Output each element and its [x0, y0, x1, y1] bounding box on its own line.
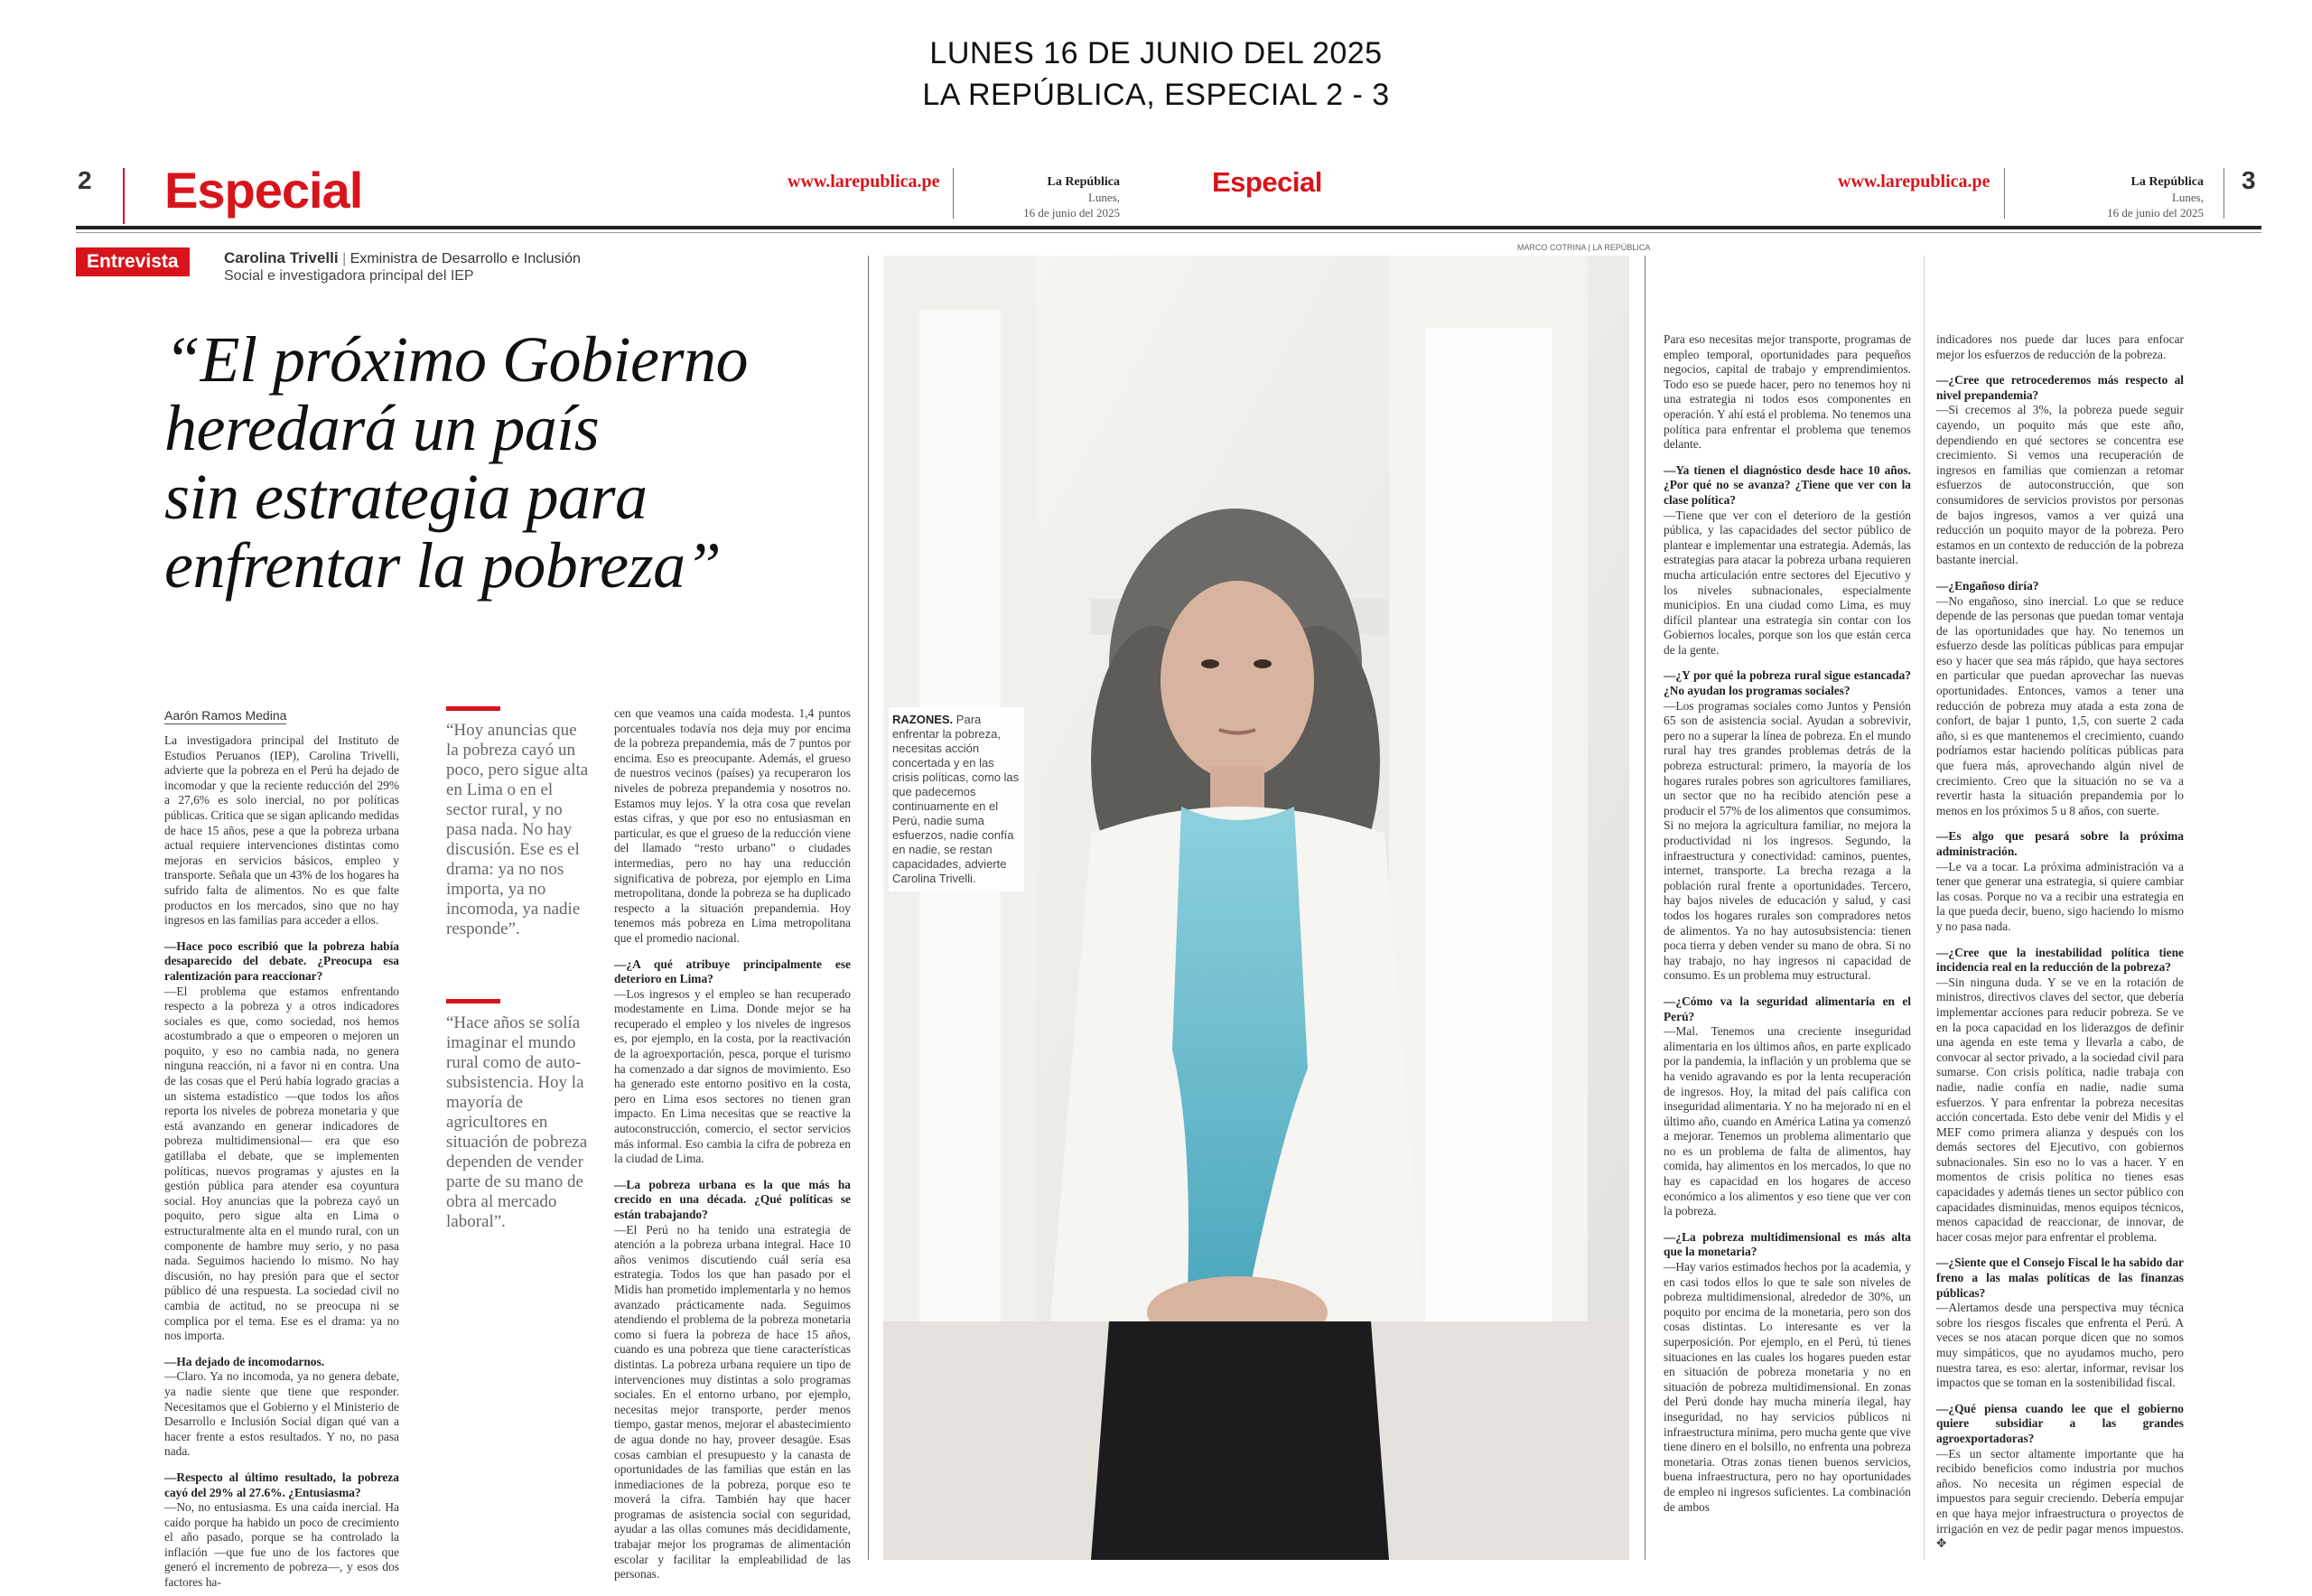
website-right[interactable]: www.larepublica.pe — [1838, 172, 1990, 191]
headline-line: enfrentar la pobreza” — [164, 529, 722, 602]
article-paragraph: —Los programas sociales como Juntos y Pensión 65 son de asistencia social. Ayudan a sobrevivir, pero no a superar la línea de pobreza. En el mundo rural hay tres grandes problemas detrás de la pobreza estructural: primero, la mayoría de los hogares rurales pobres son agricultores familiares, un sector que no ha recibido atención pese a producir el 57% de los alimentos que consumimos. Si no mejora la agricultura familiar, no mejora la productividad ni los ingresos. Segundo, la infraestructura y conectividad: caminos, puentes, internet, transporte. La brecha rezaga a la población rural frente a oportunidades. Tercero, hay bajos niveles de educación y salud, y casi todos los hogares rurales son compradores netos de alimentos. Ya no hay autosubsistencia: tienen poca tierra y deben vender su mano de obra. Si no hay trabajo, no hay ingresos ni capacidad de consumo. Es un problema muy estructural. — [1664, 698, 1911, 983]
header-divider — [2223, 168, 2224, 219]
section-title-right: Especial — [1212, 166, 1322, 198]
header-rule-thin — [76, 232, 2261, 233]
page-number-left: 2 — [78, 166, 92, 194]
interview-question: —Hace poco escribió que la pobreza había desaparecido del debate. ¿Preocupa esa ralentización para reaccionar? — [164, 938, 399, 983]
subject-role-continued: Social e investigadora principal del IEP — [224, 268, 474, 284]
header-divider — [953, 168, 954, 219]
header-divider-left — [123, 168, 125, 224]
article-paragraph: La investigadora principal del Instituto de Estudios Peruanos (IEP), Carolina Trivelli, advierte que la pobreza en el Perú ha dejado de incomodar y que la reciente reducción del 29% a 27,6% es solo inercial, no por políticas públicas. Critica que se sigan aplicando medidas de hace 15 años, pese a que la pobreza urbana actual requiere intervenciones distintas como mejoras en servicios básicos, empleo y transporte. Señala que un 43% de los hogares ha sufrido falta de alimentos. No es que falte productos en los mercados, sino que no hay ingresos en las familias para acceder a ellos. — [164, 733, 399, 928]
subject-name: Carolina Trivelli — [224, 249, 339, 266]
header-divider — [2004, 168, 2005, 219]
caption-label: RAZONES. — [892, 713, 954, 726]
headline-line: heredará un país — [164, 392, 600, 464]
article-paragraph: —Hay varios estimados hechos por la academia, y en casi todos ellos lo que te sale son niveles de pobreza multidimensional, alrededor de 30%, un poquito por encima de la monetaria, pero son dos cosas distintas. Lo interesante es ver la superposición. Por ejemplo, en el Perú, tú tienes situaciones en las cuales los hogares pueden estar en situación de pobreza monetaria y no en situación de pobreza multidimensional. En zonas del Perú donde hay mucha minería ilegal, hay inseguridad, no hay servicios públicos ni infraestructura mínima, pero mucha gente que vive tiene dinero en el bolsillo, no enfrenta una pobreza monetaria. Otras zonas tienen buenos servicios, buena infraestructura, pero no hay oportunidades de empleo ni ingresos suficientes. La combinación de ambos — [1664, 1260, 1911, 1514]
interview-question: —¿Cree que la inestabilidad política tiene incidencia real en la reducción de la pobreza? — [1936, 945, 2184, 975]
article-column-2 — [614, 706, 851, 1582]
interview-question: —¿Cree que retrocederemos más respecto al nivel prepandemia? — [1936, 373, 2184, 402]
masthead-weekday: Lunes, — [1087, 191, 1120, 204]
interview-question: —Ha dejado de incomodarnos. — [164, 1354, 325, 1368]
article-paragraph: —Tiene que ver con el deterioro de la gestión pública, y las capacidades del sector público de plantear e implementar una estrategia. Además, las estrategias para atacar la pobreza urbana requieren mucha articulación entre sectores del Ejecutivo y los niveles subnacionales, especialmente municipios. En una ciudad como Lima, es muy difícil plantear una estrategia sin contar con los Gobiernos locales, porque son los que están cerca de la gente. — [1664, 508, 1911, 657]
interview-question: —La pobreza urbana es la que más ha crecido en una década. ¿Qué políticas se están trabajando? — [614, 1177, 851, 1221]
subject-role: Exministra de Desarrollo e Inclusión — [350, 251, 581, 266]
interview-question: —¿Cómo va la seguridad alimentaria en el Perú? — [1664, 994, 1911, 1023]
masthead-date: 16 de junio del 2025 — [1023, 206, 1120, 219]
subject-byline: Carolina Trivelli | Exministra de Desarrollo e Inclusión — [224, 249, 581, 266]
article-paragraph: —Le va a tocar. La próxima administración va a tener que generar una estrategia, si quiere cambiar las cosas. Porque no va a recibir una estrategia en la que pueda decir, bueno, sigo haciendo lo mismo y no pasa nada. — [1936, 859, 2184, 933]
portrait-illustration — [883, 256, 1629, 1560]
pullquote-1: “Hoy anuncias que la pobreza cayó un poco, pero sigue alta en Lima o en el sector rural, y no pasa nada. No hay discusión. Ese es el drama: ya no nos importa, ya no incomoda, ya nadie responde”. — [446, 721, 589, 938]
pullquote-accent — [446, 999, 500, 1003]
article-column-4 — [1936, 332, 2184, 1563]
masthead-date: 16 de junio del 2025 — [2107, 206, 2204, 219]
interview-question: —Ya tienen el diagnóstico desde hace 10 años. ¿Por qué no se avanza? ¿Tiene que ver con la clase política? — [1664, 462, 1911, 507]
article-paragraph: —Sin ninguna duda. Y se ve en la rotación de ministros, directivos claves del sector, que debería implementar acciones para reducir pobreza. Se ve en la poca capacidad en los liderazgos de definir una agenda en este tema y llevarla a cabo, de convocar al sector privado, a la sociedad civil para sumarse. Con crisis política, nadie trabaja con nadie, nadie confía en nadie, nadie suma esfuerzos. Y para enfrentar la pobreza necesitas acción concertada. Esto debe venir del Midis y el MEF como primera alianza y después con los demás sectores del Ejecutivo, con gobiernos subnacionales. Sin eso no lo vas a hacer. Y en momentos de crisis política no tienes esas capacidades y además tienes un sector público con capacidades disminuidas, menos equipos técnicos, menos capacidad de reaccionar, de innovar, de hacer cosas mejor para enfrentar el problema. — [1936, 975, 2184, 1244]
article-paragraph: —Los ingresos y el empleo se han recuperado modestamente en Lima. Donde mejor se ha recuperado el empleo y los niveles de ingresos es, por ejemplo, en la costa, por la reactivación de la agroexportación, pesca, porque el turismo ha comenzado a dar signos de movimiento. Eso ha generado este entorno positivo en la costa, pero en Lima esos sectores no tienen gran impacto. En Lima necesitas que se reactive la autoconstrucción, comercio, el sector servicios más informal. Eso cambia la cifra de pobreza en la ciudad de Lima. — [614, 986, 851, 1166]
photo-caption — [889, 707, 1024, 891]
masthead-paper: La República — [2130, 175, 2204, 189]
article-paragraph: —Claro. Ya no incomoda, ya no genera debate, ya nadie siente que tiene que responder. Necesitamos que el Gobierno y el Ministerio de Desarrollo e Inclusión Social digan qué van a hacer frente a estos resultados. Y no, no pasa nada. — [164, 1369, 399, 1459]
publication-caption: LA REPÚBLICA, ESPECIAL 2 - 3 — [922, 78, 1390, 112]
masthead-paper: La República — [1047, 175, 1120, 189]
column-divider — [1924, 256, 1925, 1560]
interview-question: —¿Siente que el Consejo Fiscal le ha sabido dar freno a las malas políticas de las finanzas públicas? — [1936, 1255, 2184, 1300]
article-headline — [164, 325, 851, 600]
headline-line: sin estrategia para — [164, 461, 648, 533]
portrait-photo — [883, 256, 1629, 1560]
interview-question: —¿Qué piensa cuando lee que el gobierno quiere subsidiar a las grandes agroexportadoras? — [1936, 1401, 2184, 1445]
article-paragraph: —Alertamos desde una perspectiva muy técnica sobre los riesgos fiscales que enfrenta el Perú. A veces se nos atacan porque dicen que no somos muy simpáticos, que no ayudamos mucho, pero nuestra tarea, es eso: alertar, informar, revisar los impactos que se toman en la sostenibilidad fiscal. — [1936, 1301, 2184, 1390]
header-rule — [76, 226, 2261, 229]
pullquote-accent — [446, 706, 500, 711]
interview-question: —Es algo que pesará sobre la próxima administración. — [1936, 829, 2184, 858]
article-paragraph: —Es un sector altamente importante que ha recibido beneficios como industria por muchos años. No necesita un régimen especial de impuestos para seguir creciendo. Debería empujar en que haya mejor infraestructura o proyectos de irrigación en vez de pedir pagar menos impuestos. ✥ — [1936, 1446, 2184, 1551]
article-paragraph: —El Perú no ha tenido una estrategia de atención a la pobreza urbana integral. Hace 10 años venimos discutiendo cuál sería esa estrategia. Todos los que han pasado por el Midis han prometido implementarla y no hemos avanzado prácticamente nada. Seguimos atendiendo el problema de la pobreza monetaria como si fuera la pobreza de hace 15 años, cuando es una pobreza que tiene características distintas. La pobreza urbana requiere un tipo de intervenciones muy distintas a solo programas sociales. En el entorno urbano, por ejemplo, necesitas mejor transporte, perder menos tiempo, gastar menos, mejorar el abastecimiento de agua donde no hay, proveer desagüe. Esas cosas cambian el presupuesto y la canasta de oportunidades de las familias que están en las inmediaciones de la pobreza, porque eso te moverá la cifra. También hay que hacer programas de asistencia social con seguridad, ayudar a las ollas comunes más decididamente, trabajar mejor los programas de alimentación escolar y facilitar la empleabilidad de las personas. — [614, 1222, 851, 1582]
interview-question: —¿A qué atribuye principalmente ese deterioro en Lima? — [614, 957, 851, 986]
section-title-left: Especial — [164, 162, 363, 219]
article-paragraph: —Si crecemos al 3%, la pobreza puede seguir cayendo, un poquito más que este año, dependiendo en qué sectores se concentra ese crecimiento. Si vemos una recuperación de ingresos en familias que comienzan a retomar esfuerzos de autoconstrucción, que son consumidores de servicios provistos por personas de bajos ingresos, vamos a ver quizá una reducción un poquito mayor de la pobreza. Pero estamos en un contexto de reducción de la pobreza bastante inercial. — [1936, 403, 2184, 567]
photo-credit: MARCO COTRINA | LA REPÚBLICA — [1517, 243, 1651, 252]
article-paragraph: cen que veamos una caída modesta. 1,4 puntos porcentuales todavía nos deja muy por encima de la pobreza prepandemia, más de 7 puntos por encima. Eso es preocupante. Además, el grueso de nuestros vecinos (países) ya recuperaron los niveles de pobreza prepandemia y nosotros no. Estamos muy lejos. Y la otra cosa que revelan estas cifras, y que por eso no entusiasman en particular, es que el grueso de la reducción viene del llamado “resto urbano” o ciudades intermedias, pero no hay una reducción significativa de pobreza, por ejemplo en Lima metropolitana, donde la pobreza se ha duplicado respecto a la situación prepandemia. Hoy tenemos más pobreza en Lima metropolitana que el promedio nacional. — [614, 706, 851, 945]
page-number-right: 3 — [2242, 166, 2256, 194]
pullquote-2: “Hace años se solía imaginar el mundo rural como de auto-subsistencia. Hoy la mayoría de agricultores en situación de pobreza dependen de vender parte de su mano de obra al mercado laboral”. — [446, 1013, 588, 1231]
article-paragraph: —El problema que estamos enfrentando respecto a la pobreza y a otros indicadores sociales es que, como sociedad, nos hemos acostumbrado a que o empeoren o mejoren un poquito, y eso no cambia nada, no genera ninguna reacción, ni a favor ni en contra. Una de las cosas que el Perú había logrado gracias a un sistema estadístico —que todos los años reporta los niveles de pobreza monetaria y que está avanzando en generar indicadores de pobreza multidimensional— era que eso gatillaba el debate, que se implementen políticas, nuevos programas y ajustes en la gestión pública para atender esa coyuntura social. Hoy anuncias que la pobreza cayó un poquito, pero sigue alta en Lima o estructuralmente alta en el mundo rural, con un componente de hambre muy serio, y no pasa nada. Seguimos haciendo lo mismo. No hay discusión, no hay presión para que el sector público dé una respuesta. La sociedad civil no cambia de actitud, no se preocupa ni se complica por el tema. Ese es el drama: ya no nos importa. — [164, 984, 399, 1343]
page-date-caption: LUNES 16 DE JUNIO DEL 2025 — [929, 36, 1383, 70]
masthead-right — [2059, 173, 2204, 220]
article-paragraph: indicadores nos puede dar luces para enfocar mejor los esfuerzos de reducción de la pobreza. — [1936, 332, 2184, 361]
article-column-3 — [1664, 332, 1911, 1563]
author-credit: Aarón Ramos Medina — [164, 708, 287, 723]
interview-question: —¿Engañoso diría? — [1936, 578, 2039, 593]
column-divider — [868, 256, 869, 1560]
article-paragraph: —Mal. Tenemos una creciente inseguridad alimentaria en los últimos años, en parte explicado por la pandemia, la inflación y un problema que se ha venido agravando es por la lenta recuperación de ingresos. Hoy, la mitad del país califica con inseguridad alimentaria. Y no ha mejorado ni en el último año, cuando en América Latina ya comenzó a mejorar. Tenemos un problema alimentario que no es un problema de falta de alimentos, hay comida, hay alimentos en los mercados, lo que no hay es capacidad en los hogares de acceso económico a los alimentos y eso tiene que ver con la pobreza. — [1664, 1024, 1911, 1218]
headline-line: “El próximo Gobierno — [164, 323, 748, 396]
masthead-left — [975, 173, 1120, 220]
caption-text: Para enfrentar la pobreza, necesitas acción concertada y en las crisis políticas, como las que padecemos continuamente en el Perú, nadie suma esfuerzos, nadie confía en nadie, se restan capacidades, advierte Carolina Trivelli. — [892, 713, 1020, 885]
masthead-weekday: Lunes, — [2171, 191, 2204, 204]
interview-tag: Entrevista — [76, 247, 190, 276]
interview-question: —Respecto al último resultado, la pobreza cayó del 29% al 27.6%. ¿Entusiasma? — [164, 1470, 399, 1499]
article-paragraph: —No engañoso, sino inercial. Lo que se reduce depende de las personas que puedan tomar ventaja de las oportunidades que hay. No tenemos un esfuerzo desde las políticas públicas para empujar eso y hacer que sea más rápido, que haya sectores en particular que puedan aprovechar las nuevas oportunidades. Entonces, vamos a tener una reducción de pobreza muy atada a esta zona de confort, de bajar 1 punto, 1,5, con suerte 2 cada año, si es que mantenemos el crecimiento, cuando podríamos estar haciendo políticas públicas para que fuera más, aprovechando algún nivel de crecimiento. Creo que la situación no se va a revertir hasta la situación prepandemia por lo menos en los próximos 5 u 8 años, con suerte. — [1936, 593, 2184, 817]
article-column-1 — [164, 733, 399, 1590]
website-left[interactable]: www.larepublica.pe — [788, 172, 940, 191]
interview-question: —¿La pobreza multidimensional es más alta que la monetaria? — [1664, 1229, 1911, 1259]
article-paragraph: —No, no entusiasma. Es una caída inercial. Ha caído porque ha habido un poco de crecimiento el año pasado, porque se ha controlado la inflación —que fue uno de los factores que generó el incremento de pobreza—, y esos dos factores ha- — [164, 1500, 399, 1590]
interview-question: —¿Y por qué la pobreza rural sigue estancada? ¿No ayudan los programas sociales? — [1664, 668, 1911, 698]
article-paragraph: Para eso necesitas mejor transporte, programas de empleo temporal, oportunidades para pequeños negocios, capital de trabajo y emprendimientos. Todo eso se puede hacer, pero no tenemos hoy ni una estrategia ni todos esos componentes en operación. Y ahí está el problema. No tenemos una política para enfrentar el problema que tenemos delante. — [1664, 332, 1911, 452]
